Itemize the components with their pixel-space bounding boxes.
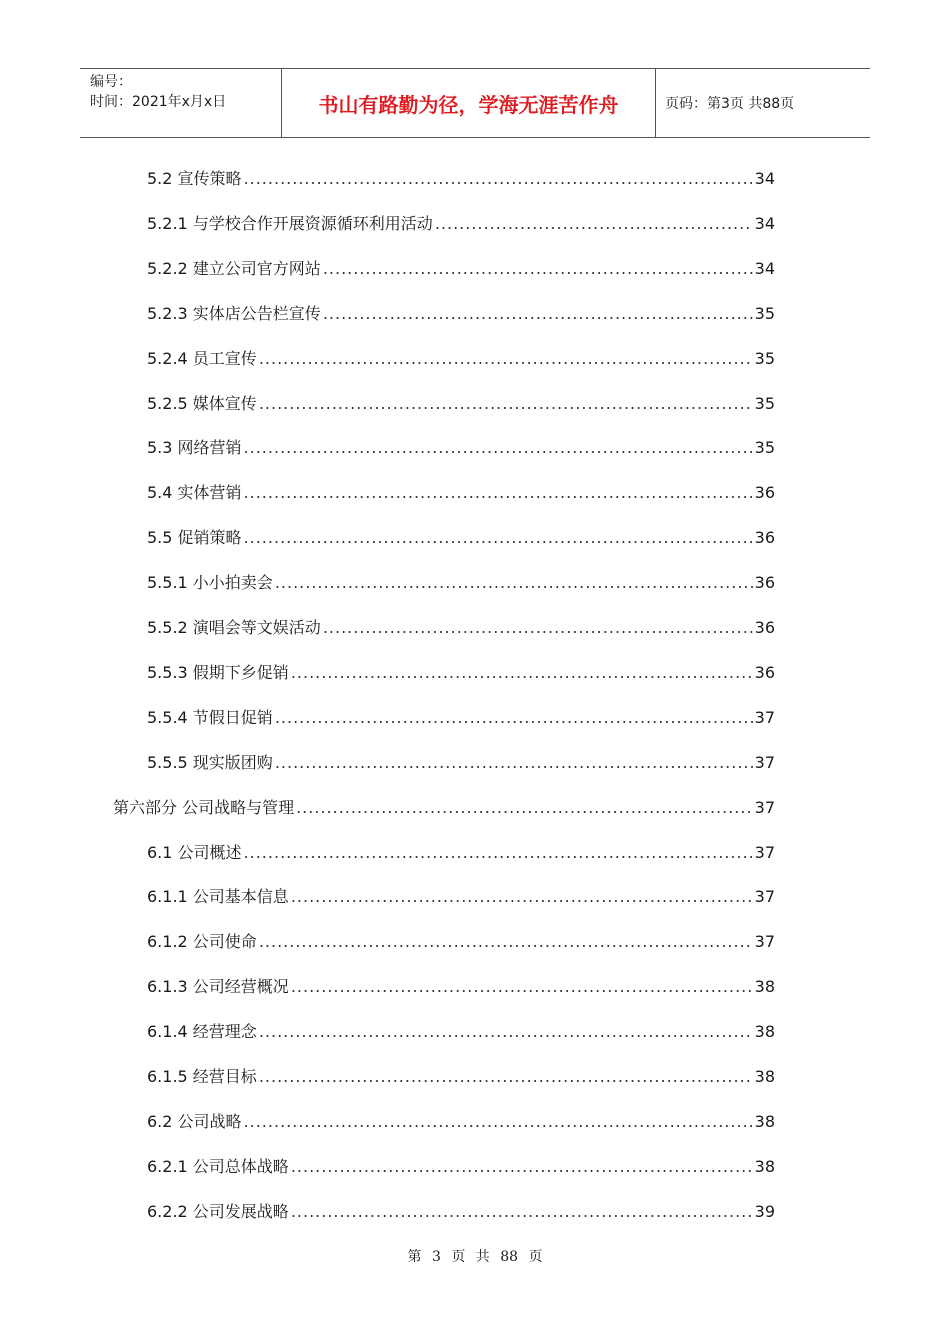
toc-entry-page: 35 [754, 393, 775, 413]
toc-dot-leader [296, 796, 753, 820]
toc-dot-leader [323, 257, 753, 281]
toc-entry[interactable] [147, 481, 775, 505]
toc-entry-title: 5.5.2 演唱会等文娱活动 [147, 618, 321, 637]
toc-entry[interactable] [147, 1155, 775, 1179]
toc-entry-title: 6.1.2 公司使命 [147, 932, 257, 952]
toc-dot-leader [323, 302, 753, 326]
toc-entry-page: 35 [754, 348, 775, 368]
footer-part: 第 [407, 1249, 422, 1265]
toc-dot-leader [275, 571, 753, 595]
document-number-label: 编号： [90, 74, 132, 90]
toc-entry-title: 5.5.3 假期下乡促销 [147, 662, 289, 682]
toc-entry[interactable] [147, 706, 775, 730]
toc-dot-leader [291, 885, 753, 909]
toc-entry-title: 5.2.1 与学校合作开展资源循环利用活动 [147, 213, 433, 233]
toc-entry-page: 38 [754, 1022, 775, 1042]
toc-entry-title: 6.1.3 公司经营概况 [147, 977, 289, 997]
toc-entry[interactable] [147, 930, 775, 954]
toc-entry-page: 39 [754, 1201, 775, 1221]
toc-dot-leader [259, 1065, 753, 1089]
toc-entry[interactable] [147, 1110, 775, 1134]
toc-entry-page: 34 [754, 258, 775, 278]
toc-entry-page: 37 [754, 707, 775, 727]
toc-entry-title: 6.1.5 经营目标 [147, 1067, 257, 1086]
header-meta-cell [80, 69, 281, 137]
toc-dot-leader [244, 481, 753, 505]
header-page-cell [655, 69, 870, 137]
toc-dot-leader [244, 167, 753, 191]
document-time-label: 时间：2021年x月x日 [90, 94, 227, 110]
toc-entry[interactable] [147, 347, 775, 371]
toc-entry-title: 6.1 公司概述 [147, 842, 242, 862]
toc-entry-page: 37 [754, 842, 775, 862]
toc-entry-title: 5.2.2 建立公司官方网站 [147, 258, 321, 278]
toc-entry-title: 6.2.1 公司总体战略 [147, 1156, 289, 1176]
toc-entry-title: 5.5.1 小小拍卖会 [147, 573, 273, 593]
toc-dot-leader [435, 212, 753, 236]
toc-dot-leader [291, 661, 753, 685]
toc-entry-title: 6.2.2 公司发展战略 [147, 1201, 289, 1221]
footer-part: 共 [475, 1249, 490, 1265]
header-motto: 书山有路勤为径，学海无涯苦作舟 [318, 93, 619, 117]
toc-entry-page: 37 [754, 932, 775, 952]
toc-dot-leader [275, 706, 753, 730]
toc-entry[interactable] [147, 571, 775, 595]
toc-entry-title: 5.5.4 节假日促销 [147, 707, 273, 727]
toc-entry-page: 38 [754, 1067, 775, 1086]
toc-entry-page: 36 [754, 618, 775, 637]
toc-dot-leader [244, 1110, 753, 1134]
toc-entry-page: 38 [754, 1156, 775, 1176]
toc-entry[interactable] [147, 661, 775, 685]
toc-entry[interactable] [147, 1200, 775, 1224]
toc-entry[interactable] [147, 167, 775, 191]
toc-dot-leader [259, 347, 753, 371]
toc-dot-leader [291, 1155, 753, 1179]
toc-entry-title: 5.4 实体营销 [147, 483, 242, 503]
toc-entry-title: 5.2.5 媒体宣传 [147, 393, 257, 413]
toc-entry-title: 第六部分 公司战略与管理 [113, 797, 295, 817]
toc-entry-title: 5.2.3 实体店公告栏宣传 [147, 303, 321, 323]
footer-part: 页 [528, 1249, 543, 1265]
toc-entry-page: 37 [754, 752, 775, 772]
toc-entry-title: 5.2.4 员工宣传 [147, 348, 257, 368]
header-page-code: 页码：第3页 共88页 [665, 96, 795, 112]
toc-entry-title: 6.2 公司战略 [147, 1111, 242, 1131]
toc-entry-page: 37 [754, 887, 775, 907]
toc-entry[interactable] [147, 751, 775, 775]
toc-entry[interactable] [147, 257, 775, 281]
toc-entry[interactable] [147, 1020, 775, 1044]
toc-entry-page: 36 [754, 483, 775, 503]
footer-total-pages: 88 [500, 1249, 519, 1265]
toc-entry[interactable] [147, 841, 775, 865]
toc-entry-page: 35 [754, 438, 775, 458]
page-footer [0, 1246, 950, 1266]
toc-entry-page: 36 [754, 573, 775, 593]
toc-entry-page: 38 [754, 977, 775, 997]
toc-entry-title: 6.1.4 经营理念 [147, 1022, 257, 1042]
footer-part: 页 [451, 1249, 466, 1265]
toc-entry[interactable] [113, 796, 775, 820]
toc-entry-title: 5.5.5 现实版团购 [147, 752, 273, 772]
toc-dot-leader [244, 841, 753, 865]
toc-entry-page: 34 [754, 169, 775, 188]
toc-dot-leader [259, 1020, 753, 1044]
toc-entry[interactable] [147, 616, 775, 640]
page-header [80, 68, 870, 138]
toc-entry[interactable] [147, 526, 775, 550]
toc-entry-title: 5.3 网络营销 [147, 438, 242, 458]
toc-entry-page: 38 [754, 1111, 775, 1131]
toc-dot-leader [291, 975, 753, 999]
toc-entry[interactable] [147, 302, 775, 326]
toc-entry[interactable] [147, 885, 775, 909]
footer-current-page: 3 [431, 1249, 441, 1265]
toc-dot-leader [323, 616, 753, 640]
toc-entry-title: 5.2 宣传策略 [147, 169, 242, 188]
toc-dot-leader [291, 1200, 753, 1224]
toc-entry-title: 5.5 促销策略 [147, 528, 242, 548]
toc-entry-page: 36 [754, 662, 775, 682]
toc-entry[interactable] [147, 436, 775, 460]
toc-dot-leader [244, 436, 753, 460]
header-motto-cell [281, 69, 656, 137]
toc-entry-page: 37 [754, 797, 775, 817]
toc-entry[interactable] [147, 1065, 775, 1089]
toc-entry[interactable] [147, 975, 775, 999]
toc-dot-leader [244, 526, 753, 550]
toc-dot-leader [275, 751, 753, 775]
toc-entry-page: 36 [754, 528, 775, 548]
toc-dot-leader [259, 392, 753, 416]
toc-entry-page: 34 [754, 213, 775, 233]
toc-dot-leader [259, 930, 753, 954]
toc-entry[interactable] [147, 212, 775, 236]
toc-entry-page: 35 [754, 303, 775, 323]
toc-entry[interactable] [147, 392, 775, 416]
toc-entry-title: 6.1.1 公司基本信息 [147, 887, 289, 907]
